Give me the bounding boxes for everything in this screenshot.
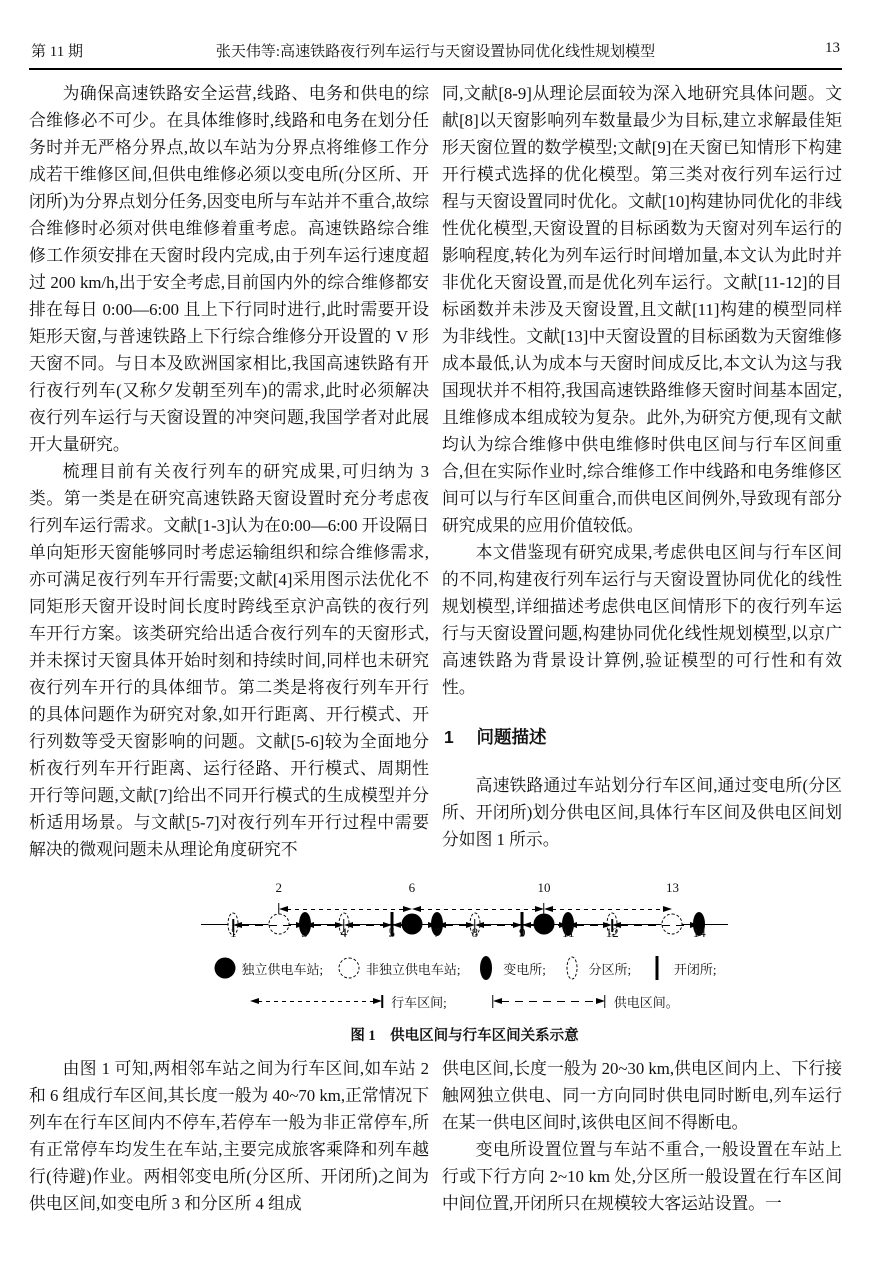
- non-independent-station-icon: [337, 955, 361, 981]
- paragraph: 同,文献[8-9]从理论层面较为深入地研究具体问题。文献[8]以天窗影响列车数量最少为目标,建立求解最佳矩形天窗位置的数学模型;文献[9]在天窗已知情形下构建开行模式选择的优化模型。第三类对夜行列车运行过程与天窗设置同时优化。文献[10]构建协同优化的非线性优化模型,天窗设置的目标函数为天窗对列车运行的影响程度,转化为列车运行时间增加量,本文认为此时并非优化天窗设置,而是优化列车运行。文献[11-12]的目标函数并未涉及天窗设置,且文献[11]构建的模型同样为非线性。文献[13]中天窗设置的目标函数为天窗维修成本最低,认为成本与天窗时间成反比,本文认为这与我国现状并不相符,我国高速铁路维修天窗时间基本固定,且维修成本组成较为复杂。此外,为研究方便,现有文献均认为综合维修中供电维修时供电区间与行车区间重合,但在实际作业时,综合维修工作中线路和电务维修区间可以与行车区间重合,而供电区间例外,导致现有部分研究成果的应用价值较低。: [442, 84, 842, 535]
- node-number: 9: [519, 925, 526, 940]
- node-number: 5: [388, 925, 395, 940]
- running-section-arrow-icon: [250, 995, 382, 1009]
- legend-label: 开闭所;: [673, 961, 717, 977]
- figure-caption: 图 1 供电区间与行车区间关系示意: [350, 1028, 579, 1044]
- node-number: 1: [230, 925, 237, 940]
- legend-item: [645, 955, 717, 981]
- left-column-bottom: [29, 1055, 429, 1227]
- legend-item: [337, 955, 461, 981]
- section-post-icon: [560, 955, 584, 981]
- figure-legend: [207, 955, 723, 1011]
- paragraph: 由图 1 可知,两相邻车站之间为行车区间,如车站 2 和 6 组成行车区间,其长度一般为 40~70 km,正常情况下列车在行车区间内不停车,若停车一般为非正常停车,所有正常停车均发生在车站,主要完成旅客乘降和列车越行(待避)作业。两相邻变电所(分区所、开闭所)之间为供电区间,如变电所 3 和分区所 4 组成: [29, 1059, 429, 1213]
- legend-label: 分区所;: [588, 961, 632, 977]
- figure-stage: [207, 878, 723, 941]
- page-number: 13: [825, 40, 840, 56]
- node-number: 7: [433, 925, 441, 940]
- supply-section-arrow-icon: [493, 995, 605, 1009]
- legend-item: [493, 992, 679, 1011]
- right-column: [442, 80, 842, 874]
- paragraph: 为确保高速铁路安全运营,线路、电务和供电的综合维修必不可少。在具体维修时,线路和电务在划分任务时并无严格分界点,故以车站为分界点将维修工作分成若干维修区间,但供电维修必须以变电所(分区所、开闭所)为分界点划分任务,因变电所与车站并不重合,故综合维修时必须对供电维修着重考虑。高速铁路综合维修工作须安排在天窗时段内完成,由于列车运行速度超过 200 km/h,出于安全考虑,目前国内外的综合维修都安排在每日 0:00—6:00 且上下行同时进行,此时需要开设矩形天窗,与普速铁路上下行综合维修分开设置的 V 形天窗不同。与日本及欧洲国家相比,我国高速铁路有开行夜行列车(又称夕发朝至列车)的需求,此时必须解决夜行列车运行与天窗设置的冲突问题,我国学者对此展开大量研究。: [29, 84, 429, 454]
- legend-label: 行车区间;: [391, 995, 447, 1010]
- legend-label: 非独立供电车站;: [365, 961, 461, 977]
- legend-label: 独立供电车站;: [241, 961, 324, 977]
- node-number: 3: [301, 925, 308, 940]
- paragraph: 梳理目前有关夜行列车的研究成果,可归纳为 3 类。第一类是在研究高速铁路天窗设置时充分考虑夜行列车运行需求。文献[1-3]认为在0:00—6:00 开设隔日单向矩形天窗能够同时考虑运输组织和综合维修需求,亦可满足夜行列车开行需要;文献[4]采用图示法优化不同矩形天窗开设时间长度时跨线至京沪高铁的夜行列车开行方案。该类研究给出适合夜行列车的天窗形式,并未探讨天窗具体开始时刻和持续时间,同样也未研究夜行列车开行的具体细节。第二类是将夜行列车开行的具体问题作为研究对象,如开行距离、开行模式、开行列数等受天窗影响的问题。文献[5-6]较为全面地分析夜行列车开行距离、运行径路、开行模式、周期性开行等问题,文献[7]给出不同开行模式的生成模型并分析适用场景。与文献[5-7]对夜行列车开行过程中需要解决的微观问题未从理论角度研究不: [29, 462, 429, 859]
- node-number: 10: [537, 880, 551, 895]
- substation-icon: [474, 955, 498, 981]
- legend-item: [474, 955, 546, 981]
- legend-item: [560, 955, 632, 981]
- legend-item: [213, 955, 324, 981]
- legend-label: 供电区间。: [613, 995, 679, 1010]
- legend-label: 变电所;: [503, 961, 546, 977]
- legend-item: [250, 992, 447, 1011]
- journal-issue: 第 11 期: [31, 44, 83, 60]
- paragraph: 变电所设置位置与车站不重合,一般设置在车站上行或下行方向 2~10 km 处,分区所一般设置在行车区间中间位置,开闭所只在规模较大客运站设置。一: [442, 1140, 842, 1213]
- section-heading: [444, 724, 842, 751]
- legend-row-1: [207, 955, 723, 981]
- top-columns: [29, 80, 842, 874]
- switch-post-icon: [645, 955, 669, 981]
- paragraph: 供电区间,长度一般为 20~30 km,供电区间内上、下行接触网独立供电、同一方向同时供电同时断电,列车运行在某一供电区间时,该供电区间不得断电。: [442, 1059, 842, 1132]
- node-number: 14: [692, 925, 706, 940]
- independent-station-icon: [213, 955, 237, 981]
- section-number: 1: [444, 727, 454, 747]
- figure-1: [29, 878, 871, 1045]
- section-title: 问题描述: [476, 727, 547, 747]
- bottom-columns: [29, 1055, 842, 1227]
- right-column-bottom: [442, 1055, 842, 1227]
- node-number: 6: [408, 880, 416, 895]
- left-column: [29, 80, 429, 874]
- running-title: 张天伟等:高速铁路夜行列车运行与天窗设置协同优化线性规划模型: [215, 44, 656, 60]
- paragraph: 本文借鉴现有研究成果,考虑供电区间与行车区间的不同,构建夜行列车运行与天窗设置协同优化的线性规划模型,详细描述考虑供电区间情形下的夜行列车运行与天窗设置问题,构建协同优化线性规划模型,以京广高速铁路为背景设计算例,验证模型的可行性和有效性。: [442, 543, 842, 697]
- node-number: 8: [471, 925, 479, 940]
- paragraph: 高速铁路通过车站划分行车区间,通过变电所(分区所、开闭所)划分供电区间,具体行车区间及供电区间划分如图 1 所示。: [442, 776, 842, 849]
- node-number: 2: [275, 880, 282, 895]
- node-number: 13: [665, 880, 679, 895]
- node-number: 4: [340, 925, 347, 940]
- figure-bottom-labels: [207, 925, 723, 941]
- page-header: [29, 34, 842, 70]
- legend-row-2: [207, 992, 723, 1011]
- figure-top-labels: [207, 880, 723, 896]
- node-number: 12: [605, 925, 619, 940]
- node-number: 11: [561, 925, 575, 940]
